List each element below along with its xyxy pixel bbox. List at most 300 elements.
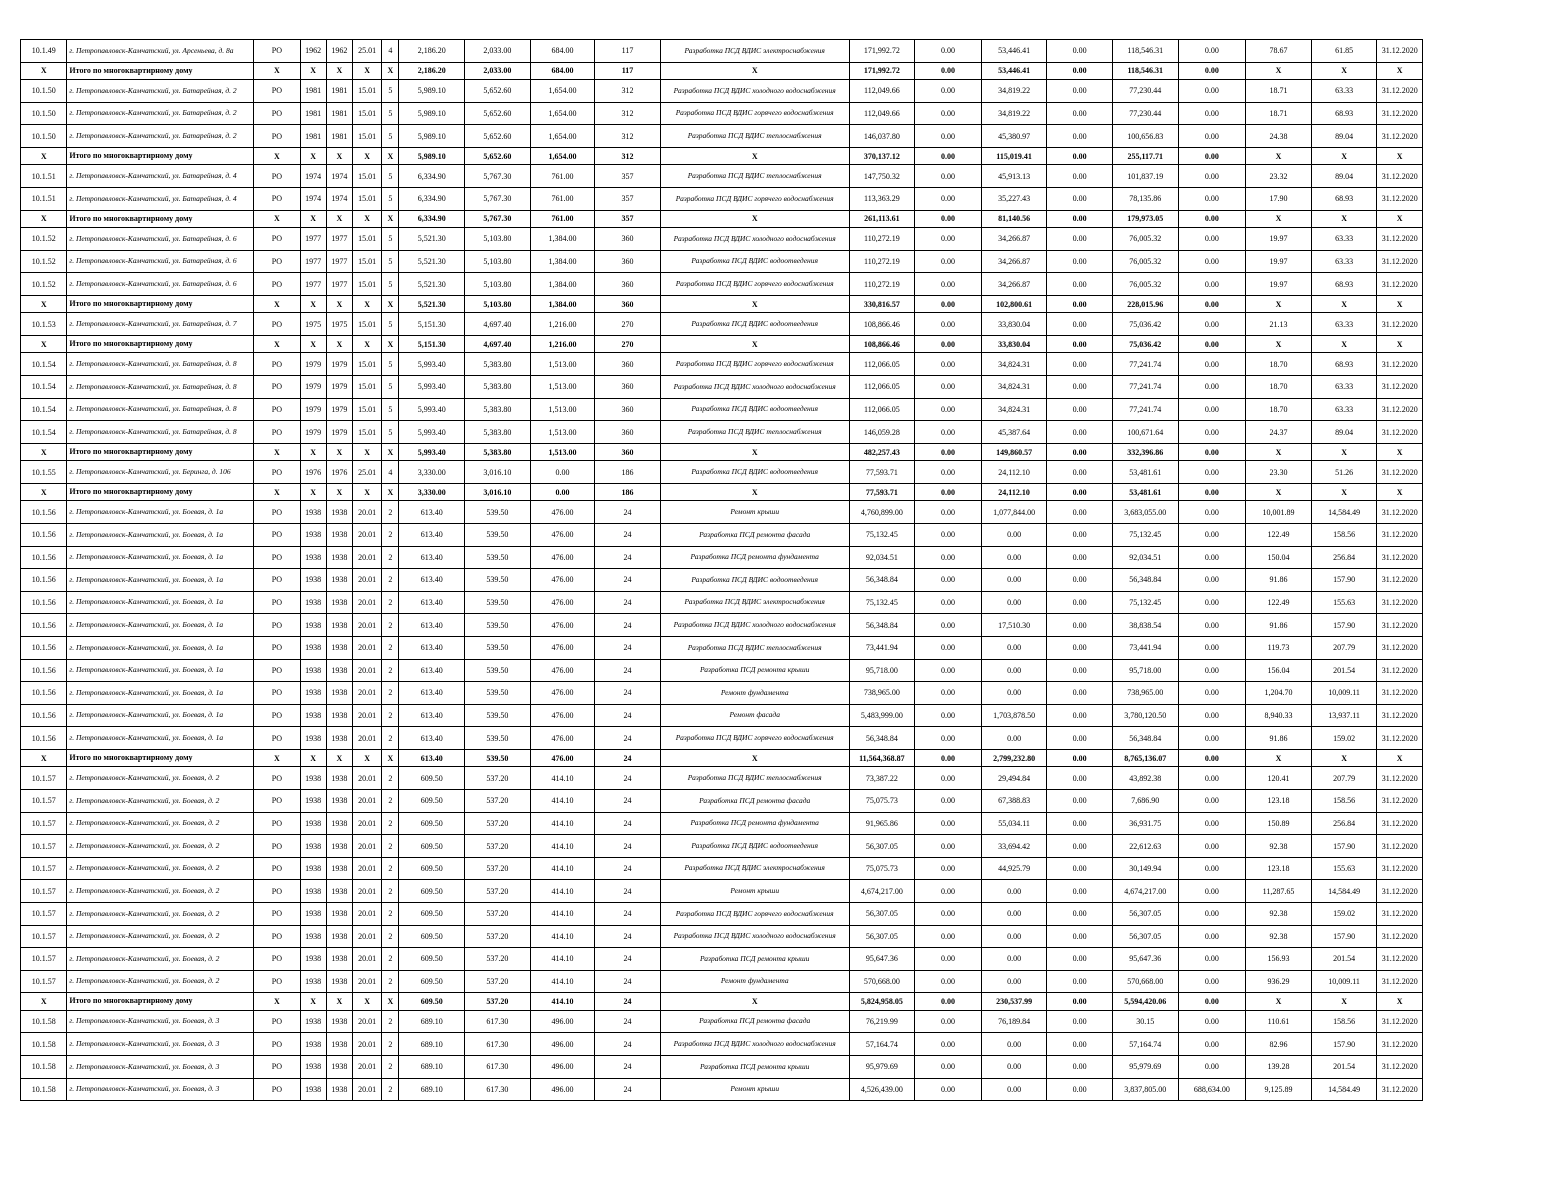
work-type-cell: Разработка ПСД ВДИС теплоснабжения <box>660 125 849 148</box>
program-type-cell: РО <box>254 80 300 103</box>
max-unit-cost-cell: 14,584.49 <box>1311 501 1377 524</box>
other-funds-cell: 0.00 <box>1178 614 1246 637</box>
municipal-funds-cell: 0.00 <box>1047 295 1113 313</box>
regional-funds-cell: 0.00 <box>981 546 1047 569</box>
commission-year-cell: 1938 <box>326 682 352 705</box>
build-year-cell: 1979 <box>300 421 326 444</box>
municipal-funds-cell: 0.00 <box>1047 948 1113 971</box>
total-cost-cell: 95,718.00 <box>849 659 915 682</box>
floors-cell: 2 <box>382 835 399 858</box>
row-number-cell: 10.1.58 <box>21 1010 67 1033</box>
build-year-cell: X <box>300 335 326 353</box>
row-number-cell: 10.1.51 <box>21 187 67 210</box>
other-funds-cell: 0.00 <box>1178 228 1246 251</box>
residential-area-cell: 539.50 <box>465 501 531 524</box>
regional-funds-cell: 55,034.11 <box>981 812 1047 835</box>
total-cost-cell: 570,668.00 <box>849 970 915 993</box>
wall-material-cell: 15.01 <box>353 376 382 399</box>
build-year-cell: X <box>300 749 326 767</box>
residents-cell: 312 <box>595 80 661 103</box>
federal-funds-cell: 0.00 <box>915 812 982 835</box>
owner-funds-cell: 43,892.38 <box>1112 767 1178 790</box>
regional-funds-cell: 67,388.83 <box>981 790 1047 813</box>
wall-material-cell: X <box>353 335 382 353</box>
regional-funds-cell: 34,266.87 <box>981 250 1047 273</box>
commission-year-cell: 1938 <box>326 704 352 727</box>
completion-date-cell: 31.12.2020 <box>1377 812 1423 835</box>
build-year-cell: 1938 <box>300 790 326 813</box>
wall-material-cell: 20.01 <box>353 1033 382 1056</box>
table-body <box>21 40 1423 1101</box>
commission-year-cell: 1938 <box>326 501 352 524</box>
row-number-cell: 10.1.56 <box>21 682 67 705</box>
max-unit-cost-cell: X <box>1311 295 1377 313</box>
total-area-cell: 5,521.30 <box>399 273 465 296</box>
work-type-cell: Разработка ПСД ВДИС холодного водоснабжения <box>660 1033 849 1056</box>
commission-year-cell: X <box>326 443 352 461</box>
commission-year-cell: 1938 <box>326 659 352 682</box>
row-number-cell: 10.1.54 <box>21 376 67 399</box>
commission-year-cell: 1976 <box>326 461 352 484</box>
owner-funds-cell: 100,671.64 <box>1112 421 1178 444</box>
max-unit-cost-cell: 68.93 <box>1311 187 1377 210</box>
federal-funds-cell: 0.00 <box>915 273 982 296</box>
owner-funds-cell: 3,837,805.00 <box>1112 1078 1178 1101</box>
wall-material-cell: 20.01 <box>353 591 382 614</box>
commission-year-cell: 1974 <box>326 165 352 188</box>
residential-area-cell: 537.20 <box>465 812 531 835</box>
municipal-funds-cell: 0.00 <box>1047 546 1113 569</box>
completion-date-cell: 31.12.2020 <box>1377 1010 1423 1033</box>
total-cost-cell: 171,992.72 <box>849 62 915 80</box>
build-year-cell: 1938 <box>300 903 326 926</box>
row-number-cell: 10.1.57 <box>21 948 67 971</box>
work-type-cell: Разработка ПСД ВДИС горячего водоснабжения <box>660 273 849 296</box>
residents-cell: 24 <box>595 659 661 682</box>
commission-year-cell: X <box>326 62 352 80</box>
program-type-cell: РО <box>254 313 300 336</box>
commission-year-cell: 1977 <box>326 250 352 273</box>
federal-funds-cell: 0.00 <box>915 228 982 251</box>
row-number-cell: 10.1.53 <box>21 313 67 336</box>
program-type-cell: РО <box>254 1033 300 1056</box>
completion-date-cell: X <box>1377 749 1423 767</box>
owner-funds-cell: 53,481.61 <box>1112 483 1178 501</box>
total-area-cell: 5,151.30 <box>399 335 465 353</box>
program-type-cell: РО <box>254 812 300 835</box>
program-type-cell: X <box>254 210 300 228</box>
municipal-funds-cell: 0.00 <box>1047 790 1113 813</box>
max-unit-cost-cell: 13,937.11 <box>1311 704 1377 727</box>
residential-area-cell: 5,383.80 <box>465 398 531 421</box>
table-row <box>21 767 1423 790</box>
max-unit-cost-cell: 63.33 <box>1311 313 1377 336</box>
commission-year-cell: X <box>326 147 352 165</box>
total-cost-cell: 110,272.19 <box>849 250 915 273</box>
common-area-cell: 1,513.00 <box>530 353 595 376</box>
commission-year-cell: 1938 <box>326 948 352 971</box>
work-type-cell: Разработка ПСД ВДИС электроснабжения <box>660 40 849 63</box>
residential-area-cell: 537.20 <box>465 857 531 880</box>
regional-funds-cell: 33,830.04 <box>981 313 1047 336</box>
program-type-cell: РО <box>254 591 300 614</box>
federal-funds-cell: 0.00 <box>915 790 982 813</box>
commission-year-cell: 1938 <box>326 767 352 790</box>
residential-area-cell: 537.20 <box>465 993 531 1011</box>
federal-funds-cell: 0.00 <box>915 313 982 336</box>
floors-cell: 5 <box>382 421 399 444</box>
regional-funds-cell: 1,077,844.00 <box>981 501 1047 524</box>
unit-cost-cell: 24.38 <box>1246 125 1312 148</box>
regional-funds-cell: 53,446.41 <box>981 62 1047 80</box>
floors-cell: 5 <box>382 228 399 251</box>
row-number-cell: 10.1.52 <box>21 273 67 296</box>
max-unit-cost-cell: 157.90 <box>1311 614 1377 637</box>
floors-cell: X <box>382 147 399 165</box>
completion-date-cell: 31.12.2020 <box>1377 727 1423 750</box>
residential-area-cell: 2,033.00 <box>465 62 531 80</box>
other-funds-cell: 0.00 <box>1178 40 1246 63</box>
work-type-cell: X <box>660 993 849 1011</box>
owner-funds-cell: 75,036.42 <box>1112 313 1178 336</box>
total-area-cell: 613.40 <box>399 546 465 569</box>
residential-area-cell: 5,103.80 <box>465 295 531 313</box>
completion-date-cell: 31.12.2020 <box>1377 250 1423 273</box>
max-unit-cost-cell: 63.33 <box>1311 228 1377 251</box>
common-area-cell: 414.10 <box>530 857 595 880</box>
common-area-cell: 476.00 <box>530 524 595 547</box>
regional-funds-cell: 45,387.64 <box>981 421 1047 444</box>
federal-funds-cell: 0.00 <box>915 295 982 313</box>
residents-cell: 186 <box>595 483 661 501</box>
owner-funds-cell: 73,441.94 <box>1112 636 1178 659</box>
program-type-cell: X <box>254 335 300 353</box>
max-unit-cost-cell: 68.93 <box>1311 353 1377 376</box>
row-number-cell: 10.1.57 <box>21 835 67 858</box>
work-type-cell: Ремонт фундамента <box>660 970 849 993</box>
owner-funds-cell: 75,036.42 <box>1112 335 1178 353</box>
wall-material-cell: 20.01 <box>353 812 382 835</box>
regional-funds-cell: 45,913.13 <box>981 165 1047 188</box>
table-row <box>21 948 1423 971</box>
program-type-cell: РО <box>254 790 300 813</box>
residents-cell: 24 <box>595 1010 661 1033</box>
federal-funds-cell: 0.00 <box>915 857 982 880</box>
commission-year-cell: X <box>326 993 352 1011</box>
municipal-funds-cell: 0.00 <box>1047 353 1113 376</box>
completion-date-cell: 31.12.2020 <box>1377 970 1423 993</box>
total-area-cell: 609.50 <box>399 993 465 1011</box>
completion-date-cell: 31.12.2020 <box>1377 353 1423 376</box>
table-row <box>21 903 1423 926</box>
total-area-cell: 613.40 <box>399 501 465 524</box>
completion-date-cell: 31.12.2020 <box>1377 313 1423 336</box>
other-funds-cell: 0.00 <box>1178 1010 1246 1033</box>
table-row <box>21 250 1423 273</box>
wall-material-cell: 20.01 <box>353 659 382 682</box>
house-address-cell: г. Петропавловск-Камчатский, ул. Боевая, д. 1а <box>67 636 254 659</box>
unit-cost-cell: 92.38 <box>1246 835 1312 858</box>
municipal-funds-cell: 0.00 <box>1047 483 1113 501</box>
completion-date-cell: 31.12.2020 <box>1377 524 1423 547</box>
total-area-cell: 5,989.10 <box>399 147 465 165</box>
program-type-cell: РО <box>254 970 300 993</box>
residents-cell: 24 <box>595 790 661 813</box>
residents-cell: 312 <box>595 125 661 148</box>
common-area-cell: 1,513.00 <box>530 398 595 421</box>
residents-cell: 24 <box>595 727 661 750</box>
residents-cell: 270 <box>595 335 661 353</box>
common-area-cell: 761.00 <box>530 210 595 228</box>
build-year-cell: 1938 <box>300 546 326 569</box>
total-cost-cell: 112,066.05 <box>849 398 915 421</box>
regional-funds-cell: 17,510.30 <box>981 614 1047 637</box>
completion-date-cell: 31.12.2020 <box>1377 767 1423 790</box>
residential-area-cell: 539.50 <box>465 636 531 659</box>
total-area-cell: 5,521.30 <box>399 250 465 273</box>
program-type-cell: РО <box>254 187 300 210</box>
work-type-cell: Разработка ПСД ВДИС теплоснабжения <box>660 636 849 659</box>
federal-funds-cell: 0.00 <box>915 704 982 727</box>
build-year-cell: 1981 <box>300 102 326 125</box>
total-cost-cell: 91,965.86 <box>849 812 915 835</box>
max-unit-cost-cell: 10,009.11 <box>1311 682 1377 705</box>
unit-cost-cell: 19.97 <box>1246 273 1312 296</box>
total-cost-cell: 56,307.05 <box>849 835 915 858</box>
federal-funds-cell: 0.00 <box>915 569 982 592</box>
other-funds-cell: 0.00 <box>1178 569 1246 592</box>
federal-funds-cell: 0.00 <box>915 925 982 948</box>
other-funds-cell: 0.00 <box>1178 147 1246 165</box>
other-funds-cell: 0.00 <box>1178 970 1246 993</box>
work-type-cell: Разработка ПСД ВДИС водоотведения <box>660 313 849 336</box>
residents-cell: 186 <box>595 461 661 484</box>
residential-area-cell: 5,767.30 <box>465 165 531 188</box>
floors-cell: 5 <box>382 102 399 125</box>
total-area-cell: 609.50 <box>399 835 465 858</box>
floors-cell: 2 <box>382 704 399 727</box>
municipal-funds-cell: 0.00 <box>1047 767 1113 790</box>
residential-area-cell: 3,016.10 <box>465 461 531 484</box>
municipal-funds-cell: 0.00 <box>1047 1078 1113 1101</box>
owner-funds-cell: 570,668.00 <box>1112 970 1178 993</box>
wall-material-cell: 20.01 <box>353 569 382 592</box>
row-number-cell: 10.1.56 <box>21 546 67 569</box>
total-cost-cell: 77,593.71 <box>849 483 915 501</box>
row-number-cell: 10.1.57 <box>21 925 67 948</box>
residential-area-cell: 5,103.80 <box>465 228 531 251</box>
owner-funds-cell: 179,973.05 <box>1112 210 1178 228</box>
table-row <box>21 1033 1423 1056</box>
unit-cost-cell: X <box>1246 295 1312 313</box>
house-address-cell: Итого по многоквартирному дому <box>67 749 254 767</box>
regional-funds-cell: 24,112.10 <box>981 461 1047 484</box>
municipal-funds-cell: 0.00 <box>1047 993 1113 1011</box>
residents-cell: 24 <box>595 970 661 993</box>
other-funds-cell: 0.00 <box>1178 483 1246 501</box>
owner-funds-cell: 77,230.44 <box>1112 102 1178 125</box>
floors-cell: X <box>382 993 399 1011</box>
other-funds-cell: 0.00 <box>1178 948 1246 971</box>
owner-funds-cell: 22,612.63 <box>1112 835 1178 858</box>
common-area-cell: 476.00 <box>530 682 595 705</box>
residential-area-cell: 537.20 <box>465 948 531 971</box>
residential-area-cell: 5,383.80 <box>465 421 531 444</box>
municipal-funds-cell: 0.00 <box>1047 925 1113 948</box>
completion-date-cell: 31.12.2020 <box>1377 398 1423 421</box>
total-cost-cell: 112,049.66 <box>849 102 915 125</box>
residents-cell: 24 <box>595 880 661 903</box>
regional-funds-cell: 29,494.84 <box>981 767 1047 790</box>
work-type-cell: Разработка ПСД ВДИС горячего водоснабжения <box>660 187 849 210</box>
total-area-cell: 609.50 <box>399 767 465 790</box>
residents-cell: 24 <box>595 993 661 1011</box>
floors-cell: 5 <box>382 273 399 296</box>
federal-funds-cell: 0.00 <box>915 80 982 103</box>
other-funds-cell: 0.00 <box>1178 1056 1246 1079</box>
work-type-cell: Разработка ПСД ВДИС электроснабжения <box>660 857 849 880</box>
other-funds-cell: 0.00 <box>1178 501 1246 524</box>
residential-area-cell: 5,652.60 <box>465 125 531 148</box>
common-area-cell: 496.00 <box>530 1033 595 1056</box>
wall-material-cell: 15.01 <box>353 102 382 125</box>
total-area-cell: 689.10 <box>399 1033 465 1056</box>
program-type-cell: X <box>254 295 300 313</box>
max-unit-cost-cell: 63.33 <box>1311 250 1377 273</box>
build-year-cell: X <box>300 295 326 313</box>
house-address-cell: г. Петропавловск-Камчатский, ул. Боевая, д. 3 <box>67 1010 254 1033</box>
house-address-cell: г. Петропавловск-Камчатский, ул. Боевая, д. 2 <box>67 880 254 903</box>
total-area-cell: 613.40 <box>399 524 465 547</box>
house-address-cell: г. Петропавловск-Камчатский, ул. Боевая, д. 1а <box>67 682 254 705</box>
completion-date-cell: 31.12.2020 <box>1377 40 1423 63</box>
capital-repair-table <box>20 39 1423 1101</box>
federal-funds-cell: 0.00 <box>915 40 982 63</box>
work-type-cell: Разработка ПСД ВДИС теплоснабжения <box>660 165 849 188</box>
other-funds-cell: 0.00 <box>1178 591 1246 614</box>
house-address-cell: г. Петропавловск-Камчатский, ул. Боевая, д. 1а <box>67 614 254 637</box>
residents-cell: 24 <box>595 524 661 547</box>
owner-funds-cell: 95,979.69 <box>1112 1056 1178 1079</box>
work-type-cell: Разработка ПСД ВДИС водоотведения <box>660 461 849 484</box>
owner-funds-cell: 100,656.83 <box>1112 125 1178 148</box>
common-area-cell: 1,654.00 <box>530 125 595 148</box>
total-cost-cell: 73,387.22 <box>849 767 915 790</box>
regional-funds-cell: 44,925.79 <box>981 857 1047 880</box>
other-funds-cell: 0.00 <box>1178 335 1246 353</box>
completion-date-cell: X <box>1377 335 1423 353</box>
completion-date-cell: 31.12.2020 <box>1377 461 1423 484</box>
max-unit-cost-cell: 159.02 <box>1311 727 1377 750</box>
wall-material-cell: X <box>353 210 382 228</box>
owner-funds-cell: 92,034.51 <box>1112 546 1178 569</box>
program-type-cell: X <box>254 147 300 165</box>
house-address-cell: Итого по многоквартирному дому <box>67 147 254 165</box>
owner-funds-cell: 8,765,136.07 <box>1112 749 1178 767</box>
house-address-cell: г. Петропавловск-Камчатский, ул. Боевая, д. 2 <box>67 790 254 813</box>
unit-cost-cell: 24.37 <box>1246 421 1312 444</box>
total-area-cell: 5,521.30 <box>399 295 465 313</box>
max-unit-cost-cell: X <box>1311 993 1377 1011</box>
regional-funds-cell: 34,819.22 <box>981 80 1047 103</box>
other-funds-cell: 0.00 <box>1178 80 1246 103</box>
owner-funds-cell: 77,230.44 <box>1112 80 1178 103</box>
unit-cost-cell: 119.73 <box>1246 636 1312 659</box>
federal-funds-cell: 0.00 <box>915 335 982 353</box>
unit-cost-cell: 21.13 <box>1246 313 1312 336</box>
unit-cost-cell: 23.32 <box>1246 165 1312 188</box>
house-address-cell: г. Петропавловск-Камчатский, ул. Боевая, д. 3 <box>67 1078 254 1101</box>
residents-cell: 24 <box>595 1056 661 1079</box>
unit-cost-cell: 91.86 <box>1246 569 1312 592</box>
federal-funds-cell: 0.00 <box>915 524 982 547</box>
work-type-cell: Ремонт крыши <box>660 880 849 903</box>
total-area-cell: 613.40 <box>399 591 465 614</box>
residents-cell: 24 <box>595 591 661 614</box>
table-row <box>21 353 1423 376</box>
unit-cost-cell: 19.97 <box>1246 250 1312 273</box>
federal-funds-cell: 0.00 <box>915 210 982 228</box>
other-funds-cell: 0.00 <box>1178 857 1246 880</box>
commission-year-cell: 1938 <box>326 591 352 614</box>
max-unit-cost-cell: X <box>1311 483 1377 501</box>
unit-cost-cell: 82.96 <box>1246 1033 1312 1056</box>
unit-cost-cell: 150.04 <box>1246 546 1312 569</box>
municipal-funds-cell: 0.00 <box>1047 704 1113 727</box>
program-type-cell: РО <box>254 273 300 296</box>
regional-funds-cell: 0.00 <box>981 524 1047 547</box>
regional-funds-cell: 0.00 <box>981 1033 1047 1056</box>
unit-cost-cell: X <box>1246 993 1312 1011</box>
residents-cell: 24 <box>595 812 661 835</box>
owner-funds-cell: 77,241.74 <box>1112 398 1178 421</box>
table-row <box>21 925 1423 948</box>
max-unit-cost-cell: 256.84 <box>1311 546 1377 569</box>
table-total-row <box>21 147 1423 165</box>
other-funds-cell: 0.00 <box>1178 443 1246 461</box>
total-area-cell: 5,151.30 <box>399 313 465 336</box>
regional-funds-cell: 35,227.43 <box>981 187 1047 210</box>
common-area-cell: 414.10 <box>530 903 595 926</box>
floors-cell: 5 <box>382 80 399 103</box>
common-area-cell: 476.00 <box>530 636 595 659</box>
owner-funds-cell: 36,931.75 <box>1112 812 1178 835</box>
unit-cost-cell: 110.61 <box>1246 1010 1312 1033</box>
build-year-cell: 1938 <box>300 1056 326 1079</box>
floors-cell: 4 <box>382 461 399 484</box>
municipal-funds-cell: 0.00 <box>1047 421 1113 444</box>
total-area-cell: 5,993.40 <box>399 353 465 376</box>
work-type-cell: Разработка ПСД ремонта фундамента <box>660 546 849 569</box>
wall-material-cell: 15.01 <box>353 313 382 336</box>
floors-cell: 2 <box>382 659 399 682</box>
total-cost-cell: 112,049.66 <box>849 80 915 103</box>
residential-area-cell: 5,767.30 <box>465 210 531 228</box>
completion-date-cell: 31.12.2020 <box>1377 857 1423 880</box>
table-row <box>21 165 1423 188</box>
max-unit-cost-cell: 63.33 <box>1311 80 1377 103</box>
municipal-funds-cell: 0.00 <box>1047 313 1113 336</box>
floors-cell: 2 <box>382 546 399 569</box>
unit-cost-cell: 1,204.70 <box>1246 682 1312 705</box>
municipal-funds-cell: 0.00 <box>1047 569 1113 592</box>
floors-cell: 2 <box>382 790 399 813</box>
other-funds-cell: 0.00 <box>1178 546 1246 569</box>
municipal-funds-cell: 0.00 <box>1047 880 1113 903</box>
completion-date-cell: 31.12.2020 <box>1377 1033 1423 1056</box>
federal-funds-cell: 0.00 <box>915 443 982 461</box>
common-area-cell: 1,654.00 <box>530 147 595 165</box>
